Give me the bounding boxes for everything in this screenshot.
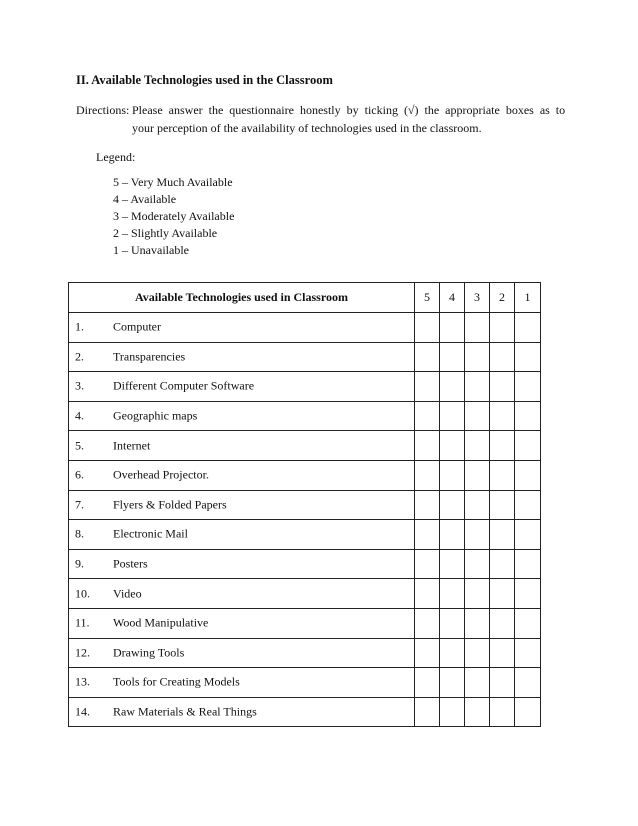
technology-cell [69,313,415,343]
row-number: 1. [75,319,84,334]
rating-checkbox-3[interactable] [465,608,490,638]
technology-cell [69,549,415,579]
rating-checkbox-1[interactable] [515,608,541,638]
rating-checkbox-1[interactable] [515,372,541,402]
rating-checkbox-2[interactable] [490,668,515,698]
rating-checkbox-3[interactable] [465,313,490,343]
technology-label: Computer [113,319,161,334]
rating-checkbox-5[interactable] [415,697,440,727]
row-number: 8. [75,526,84,541]
rating-checkbox-3[interactable] [465,520,490,550]
technology-cell [69,490,415,520]
rating-checkbox-3[interactable] [465,401,490,431]
rating-checkbox-2[interactable] [490,490,515,520]
technology-cell [69,372,415,402]
rating-header-4: 4 [440,283,465,313]
row-number: 7. [75,497,84,512]
rating-checkbox-2[interactable] [490,372,515,402]
table-row [69,460,541,490]
technology-cell [69,608,415,638]
technology-cell [69,431,415,461]
table-row [69,697,541,727]
legend-list [113,174,234,259]
rating-checkbox-1[interactable] [515,460,541,490]
rating-checkbox-5[interactable] [415,342,440,372]
rating-checkbox-5[interactable] [415,608,440,638]
rating-checkbox-3[interactable] [465,431,490,461]
legend-item: 3 – Moderately Available [113,209,235,223]
legend-item: 2 – Slightly Available [113,226,218,240]
rating-checkbox-5[interactable] [415,490,440,520]
rating-checkbox-2[interactable] [490,313,515,343]
rating-checkbox-4[interactable] [440,520,465,550]
technology-cell [69,401,415,431]
directions-label: Directions: [76,103,130,117]
rating-checkbox-3[interactable] [465,342,490,372]
rating-checkbox-2[interactable] [490,342,515,372]
rating-checkbox-2[interactable] [490,460,515,490]
table-row [69,372,541,402]
legend-item: 4 – Available [113,192,177,206]
row-number: 9. [75,556,84,571]
rating-checkbox-3[interactable] [465,638,490,668]
rating-checkbox-1[interactable] [515,401,541,431]
rating-checkbox-5[interactable] [415,520,440,550]
rating-checkbox-3[interactable] [465,460,490,490]
technology-label: Transparencies [113,349,186,364]
rating-checkbox-3[interactable] [465,372,490,402]
table-header-row [69,283,541,313]
technology-label: Wood Manipulative [113,615,209,630]
rating-checkbox-5[interactable] [415,638,440,668]
rating-checkbox-4[interactable] [440,401,465,431]
table-row [69,608,541,638]
rating-checkbox-4[interactable] [440,697,465,727]
rating-checkbox-1[interactable] [515,431,541,461]
rating-checkbox-3[interactable] [465,549,490,579]
technology-label: Raw Materials & Real Things [113,704,257,719]
row-number: 4. [75,408,84,423]
technology-label: Overhead Projector. [113,467,209,482]
rating-checkbox-1[interactable] [515,490,541,520]
technology-cell [69,520,415,550]
rating-header-5: 5 [415,283,440,313]
rating-header-1: 1 [515,283,541,313]
technology-label: Drawing Tools [113,645,185,660]
table-row [69,579,541,609]
rating-checkbox-1[interactable] [515,638,541,668]
table-row [69,401,541,431]
rating-header-3: 3 [465,283,490,313]
rating-checkbox-1[interactable] [515,520,541,550]
technology-cell [69,638,415,668]
technology-label: Flyers & Folded Papers [113,497,227,512]
rating-checkbox-5[interactable] [415,372,440,402]
rating-checkbox-4[interactable] [440,431,465,461]
rating-checkbox-2[interactable] [490,431,515,461]
rating-checkbox-3[interactable] [465,668,490,698]
rating-checkbox-1[interactable] [515,549,541,579]
rating-checkbox-4[interactable] [440,549,465,579]
row-number: 13. [75,674,90,689]
directions-text-line2: your perception of the availability of technologies used in the classroom. [132,121,482,135]
technology-cell [69,697,415,727]
row-number: 5. [75,438,84,453]
rating-checkbox-1[interactable] [515,342,541,372]
technology-cell [69,342,415,372]
table-row [69,431,541,461]
technology-label: Video [113,586,142,601]
rating-checkbox-2[interactable] [490,520,515,550]
rating-checkbox-1[interactable] [515,668,541,698]
section-title: II. Available Technologies used in the Classroom [76,73,333,87]
legend-item: 1 – Unavailable [113,243,189,257]
rating-checkbox-4[interactable] [440,313,465,343]
row-number: 11. [75,615,90,630]
rating-checkbox-4[interactable] [440,668,465,698]
technology-label: Different Computer Software [113,378,255,393]
technology-rating-table [68,282,541,727]
rating-checkbox-4[interactable] [440,490,465,520]
rating-checkbox-2[interactable] [490,608,515,638]
rating-checkbox-2[interactable] [490,579,515,609]
rating-checkbox-1[interactable] [515,313,541,343]
technology-label: Tools for Creating Models [113,674,240,689]
table-row [69,342,541,372]
technology-cell [69,668,415,698]
rating-checkbox-4[interactable] [440,608,465,638]
rating-checkbox-4[interactable] [440,638,465,668]
rating-checkbox-5[interactable] [415,401,440,431]
rating-checkbox-5[interactable] [415,549,440,579]
rating-checkbox-4[interactable] [440,460,465,490]
technology-cell [69,460,415,490]
rating-header-2: 2 [490,283,515,313]
table-header-label: Available Technologies used in Classroom [69,283,415,313]
rating-checkbox-5[interactable] [415,460,440,490]
technology-cell [69,579,415,609]
table-row [69,490,541,520]
rating-checkbox-4[interactable] [440,342,465,372]
technology-label: Electronic Mail [113,526,188,541]
row-number: 12. [75,645,90,660]
row-number: 3. [75,378,84,393]
rating-checkbox-2[interactable] [490,638,515,668]
table-row [69,638,541,668]
rating-checkbox-2[interactable] [490,401,515,431]
legend-title: Legend: [96,150,136,164]
rating-checkbox-4[interactable] [440,579,465,609]
legend-item: 5 – Very Much Available [113,175,233,189]
directions-text-line1: Please answer the questionnaire honestly by ticking (√) the appropriate boxes as to [132,103,566,117]
rating-checkbox-4[interactable] [440,372,465,402]
table-row [69,549,541,579]
row-number: 2. [75,349,84,364]
rating-checkbox-5[interactable] [415,668,440,698]
table-row [69,520,541,550]
table-row [69,668,541,698]
rating-checkbox-5[interactable] [415,579,440,609]
technology-label: Geographic maps [113,408,198,423]
row-number: 6. [75,467,84,482]
rating-checkbox-5[interactable] [415,431,440,461]
rating-checkbox-3[interactable] [465,697,490,727]
technology-label: Internet [113,438,151,453]
rating-checkbox-1[interactable] [515,579,541,609]
rating-checkbox-2[interactable] [490,549,515,579]
row-number: 10. [75,586,90,601]
rating-checkbox-3[interactable] [465,490,490,520]
table-row [69,313,541,343]
rating-checkbox-1[interactable] [515,697,541,727]
technology-label: Posters [113,556,148,571]
row-number: 14. [75,704,90,719]
rating-checkbox-2[interactable] [490,697,515,727]
rating-checkbox-3[interactable] [465,579,490,609]
rating-checkbox-5[interactable] [415,313,440,343]
